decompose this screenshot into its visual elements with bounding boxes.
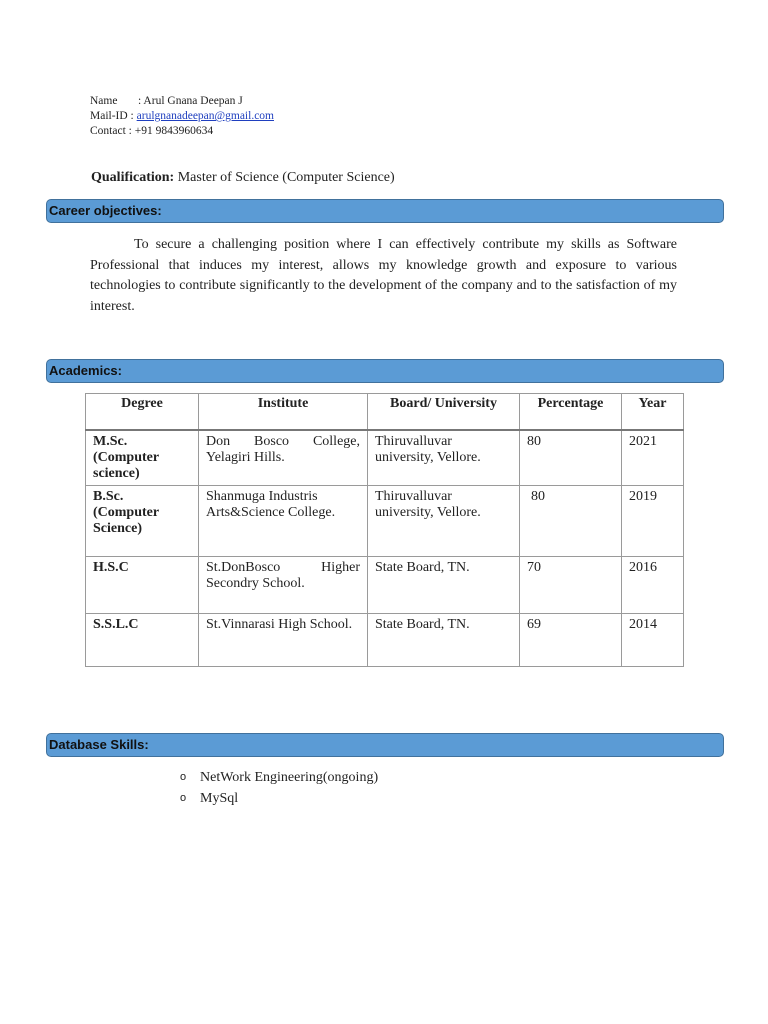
list-item xyxy=(180,767,378,788)
header-board: Board/ University xyxy=(368,394,520,431)
percentage-cell: 70 xyxy=(520,557,622,614)
career-objectives-heading: Career objectives: xyxy=(46,199,724,223)
mail-label: Mail-ID : xyxy=(90,110,134,122)
name-line xyxy=(90,94,274,109)
degree-cell: S.S.L.C xyxy=(86,614,199,667)
header-year: Year xyxy=(622,394,684,431)
phone-value: +91 9843960634 xyxy=(134,125,214,137)
percentage-cell: 80 xyxy=(520,430,622,486)
academics-table xyxy=(85,393,684,667)
email-link[interactable]: arulgnanadeepan@gmail.com xyxy=(136,110,274,122)
percentage-cell: 69 xyxy=(520,614,622,667)
degree-cell: M.Sc. (Computer science) xyxy=(86,430,199,486)
qualification-label: Qualification: xyxy=(91,170,175,185)
database-skills-heading: Database Skills: xyxy=(46,733,724,757)
table-row xyxy=(86,430,684,486)
header-institute: Institute xyxy=(199,394,368,431)
name-label: Name xyxy=(90,95,118,107)
qualification-value: Master of Science (Computer Science) xyxy=(177,170,395,185)
table-row xyxy=(86,557,684,614)
qualification-line xyxy=(91,170,395,186)
mail-line xyxy=(90,109,274,124)
institute-cell: Don Bosco College, Yelagiri Hills. xyxy=(199,430,368,486)
skills-list xyxy=(180,767,378,809)
year-cell: 2014 xyxy=(622,614,684,667)
board-cell: Thiruvalluvar university, Vellore. xyxy=(368,486,520,557)
name-value: : Arul Gnana Deepan J xyxy=(138,95,243,107)
phone-line xyxy=(90,124,274,139)
board-cell: Thiruvalluvar university, Vellore. xyxy=(368,430,520,486)
degree-cell: H.S.C xyxy=(86,557,199,614)
contact-block xyxy=(90,94,274,139)
career-objective-text xyxy=(90,235,677,317)
percentage-cell: 80 xyxy=(520,486,622,557)
circle-bullet-icon: o xyxy=(180,771,187,783)
year-cell: 2019 xyxy=(622,486,684,557)
list-item xyxy=(180,788,378,809)
table-row xyxy=(86,614,684,667)
skill-label: NetWork Engineering(ongoing) xyxy=(200,770,379,785)
table-row xyxy=(86,486,684,557)
circle-bullet-icon: o xyxy=(180,792,187,804)
table-header-row xyxy=(86,394,684,431)
board-cell: State Board, TN. xyxy=(368,614,520,667)
career-objective-body: To secure a challenging position where I can effectively contribute my skills as Software Professional that induces my interest, allows my knowledge growth and exposure to various technologies to contribute significantly to the development of the company and to the satisfaction of my interest. xyxy=(90,237,677,314)
year-cell: 2016 xyxy=(622,557,684,614)
institute-cell: St.Vinnarasi High School. xyxy=(199,614,368,667)
header-percentage: Percentage xyxy=(520,394,622,431)
academics-heading: Academics: xyxy=(46,359,724,383)
institute-cell: Shanmuga Industris Arts&Science College. xyxy=(199,486,368,557)
phone-label: Contact : xyxy=(90,125,132,137)
board-cell: State Board, TN. xyxy=(368,557,520,614)
degree-cell: B.Sc. (Computer Science) xyxy=(86,486,199,557)
institute-cell: St.DonBosco Higher Secondry School. xyxy=(199,557,368,614)
skill-label: MySql xyxy=(200,791,239,806)
header-degree: Degree xyxy=(86,394,199,431)
year-cell: 2021 xyxy=(622,430,684,486)
